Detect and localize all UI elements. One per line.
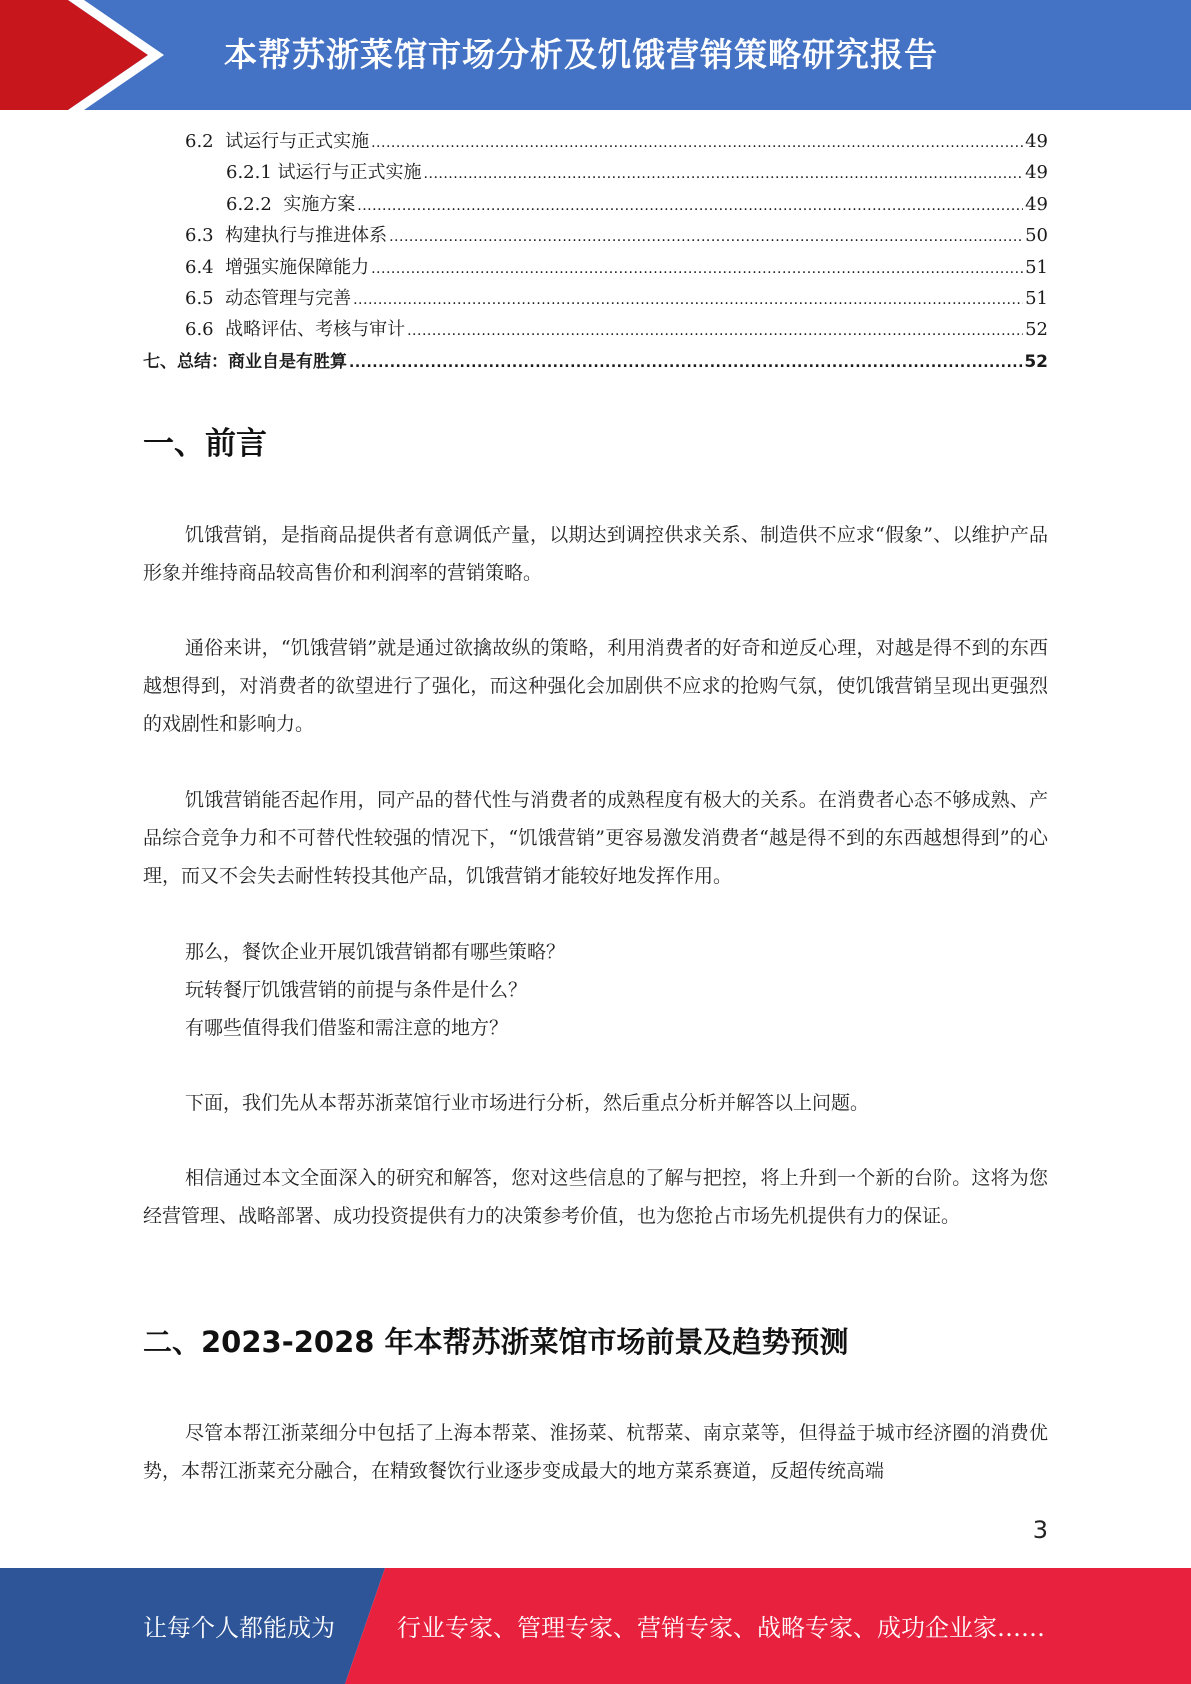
body-paragraph: 下面，我们先从本帮苏浙菜馆行业市场进行分析，然后重点分析并解答以上问题。 [185,1092,870,1114]
toc-entry-page: 51 [1025,287,1048,309]
toc-entry[interactable] [143,284,1048,315]
toc-entry-page: 50 [1025,225,1048,247]
footer-slogan-lead: 让每个人都能成为 [143,1614,335,1642]
toc-entry-label: 试运行与正式实施 [277,162,422,184]
toc-entry-number: 6.2.1 [226,162,272,184]
toc-entry[interactable] [143,158,1048,189]
question-item: 那么，餐饮企业开展饥饿营销都有哪些策略？ [185,941,566,963]
toc-entry-label: 增强实施保障能力 [225,256,370,278]
body-paragraph: 饥饿营销，是指商品提供者有意调低产量，以期达到调控供求关系、制造供不应求“假象”、以维护产品形象并维持商品较高售价和利润率的营销策略。 [143,524,1048,584]
toc-leader [357,194,1023,215]
toc-entry-page: 52 [1025,319,1048,341]
body-paragraph: 相信通过本文全面深入的研究和解答，您对这些信息的了解与把控，将上升到一个新的台阶。这将为您经营管理、战略部署、成功投资提供有力的决策参考价值，也为您抢占市场先机提供有力的保证。 [143,1167,1048,1227]
toc-entry-label: 动态管理与完善 [225,287,352,309]
toc-entry-label: 构建执行与推进体系 [225,225,388,247]
section-heading-forecast: 二、2023-2028 年本帮苏浙菜馆市场前景及趋势预测 [143,1325,849,1359]
toc-entry-label: 试运行与正式实施 [225,131,370,152]
toc-leader [407,319,1023,340]
toc-entry-number: 6.2.2 [226,193,272,215]
table-of-contents [143,127,1048,378]
toc-entry[interactable] [143,221,1048,252]
body-paragraph: 饥饿营销能否起作用，同产品的替代性与消费者的成熟程度有极大的关系。在消费者心态不够成熟、产品综合竞争力和不可替代性较强的情况下，“饥饿营销”更容易激发消费者“越是得不到的东西越想得到”的心理，而又不会失去耐性转投其他产品，饥饿营销才能较好地发挥作用。 [143,789,1048,887]
toc-entry-number: 七、 [143,351,177,372]
toc-leader [353,288,1023,309]
toc-entry[interactable] [143,190,1048,221]
toc-leader [371,257,1023,278]
toc-entry-page: 49 [1025,131,1048,152]
toc-leader [371,131,1023,152]
toc-entry[interactable] [143,127,1048,158]
toc-entry-label: 实施方案 [283,193,356,215]
page-footer [0,1568,1191,1684]
toc-leader [424,162,1024,183]
question-item: 有哪些值得我们借鉴和需注意的地方？ [185,1017,509,1039]
toc-entry-number: 6.6 [185,319,214,341]
toc-entry-number: 6.2 [185,131,214,152]
footer-slogan-roles: 行业专家、管理专家、营销专家、战略专家、成功企业家…… [397,1614,1045,1642]
toc-leader [349,352,1022,372]
body-paragraph: 尽管本帮江浙菜细分中包括了上海本帮菜、淮扬菜、杭帮菜、南京菜等，但得益于城市经济圈的消费优势，本帮江浙菜充分融合，在精致餐饮行业逐步变成最大的地方菜系赛道，反超传统高端 [143,1422,1048,1482]
body-paragraph: 通俗来讲，“饥饿营销”就是通过欲擒故纵的策略，利用消费者的好奇和逆反心理，对越是得不到的东西越想得到，对消费者的欲望进行了强化，而这种强化会加剧供不应求的抢购气氛，使饥饿营销呈现出更强烈的戏剧性和影响力。 [143,637,1048,735]
toc-entry-page: 51 [1025,256,1048,278]
toc-entry-number: 6.4 [185,256,214,278]
page-header [0,0,1191,110]
question-list [185,933,565,1047]
page-number: 3 [1032,1516,1048,1544]
report-title: 本帮苏浙菜馆市场分析及饥饿营销策略研究报告 [224,35,938,74]
toc-entry-label: 总结：商业自是有胜算 [177,351,347,372]
toc-entry-label: 战略评估、考核与审计 [225,319,406,341]
toc-entry[interactable] [143,315,1048,346]
toc-entry-number: 6.3 [185,225,214,247]
toc-leader [389,225,1023,246]
toc-entry-page: 49 [1025,162,1048,184]
section-heading-preface: 一、前言 [143,426,267,462]
toc-entry-page: 52 [1024,351,1048,372]
toc-entry-page: 49 [1025,193,1048,215]
toc-entry[interactable] [143,347,1048,378]
question-item: 玩转餐厅饥饿营销的前提与条件是什么？ [185,979,528,1001]
toc-entry-number: 6.5 [185,287,214,309]
toc-entry[interactable] [143,253,1048,284]
